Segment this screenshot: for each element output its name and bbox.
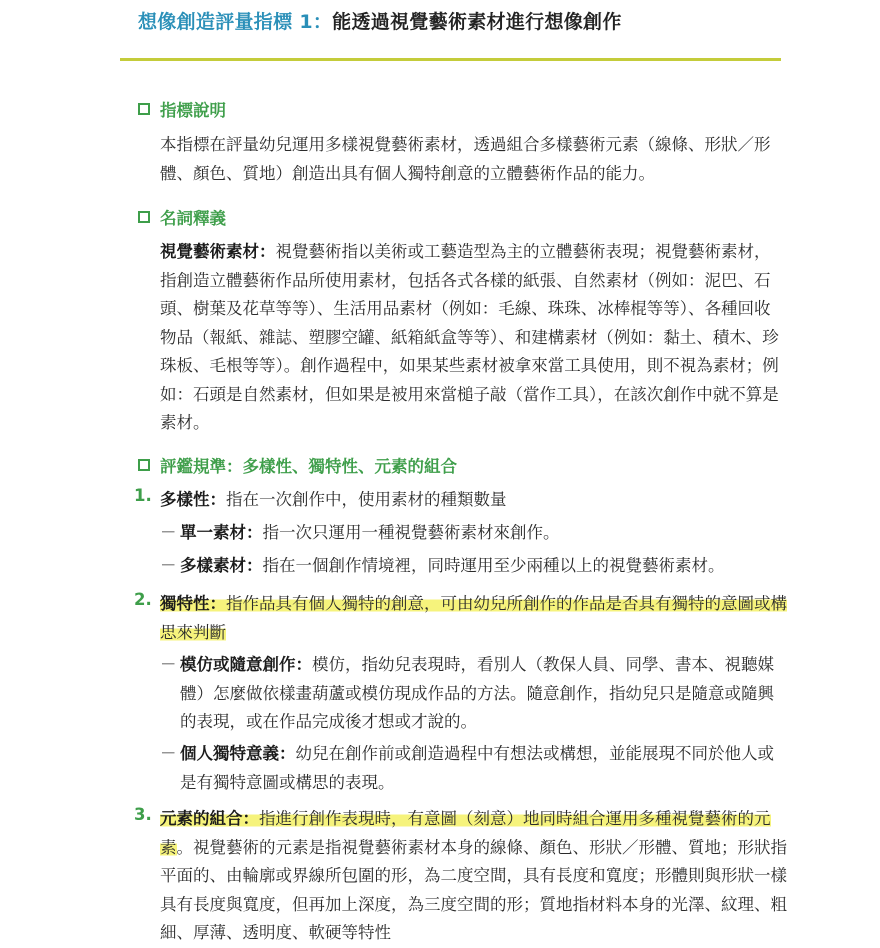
section-heading-label: 評鑑規準：多樣性、獨特性、元素的組合 [160, 457, 457, 476]
dash-bullet: － [160, 744, 177, 763]
criterion-term: 獨特性： [160, 594, 226, 613]
criterion-element-combination [160, 805, 788, 948]
sub-criterion-personal-meaning [180, 740, 788, 797]
criterion-text: 指在一次創作中，使用素材的種類數量 [226, 490, 507, 509]
sub-criterion-text: 指在一個創作情境裡，同時運用至少兩種以上的視覺藝術素材。 [262, 556, 725, 575]
criterion-text: 指作品具有個人獨特的創意，可由幼兒所創作的作品是否具有獨特的意圖或構思來判斷 [160, 594, 787, 642]
square-bullet-icon [138, 103, 150, 115]
sub-criterion-term: 單一素材： [180, 523, 263, 542]
sub-criterion-term: 模仿或隨意創作： [180, 655, 312, 674]
criterion-term: 元素的組合： [160, 809, 259, 828]
title-main: 能透過視覺藝術素材進行想像創作 [332, 11, 622, 33]
criterion-uniqueness [160, 590, 788, 647]
dash-bullet: － [160, 556, 177, 575]
criterion-term: 多樣性： [160, 490, 226, 509]
dash-bullet: － [160, 655, 177, 674]
section-heading-explanation [138, 97, 226, 121]
criterion-number: 3. [134, 805, 152, 824]
section-heading-label: 名詞釋義 [160, 209, 226, 228]
section-heading-terms [138, 205, 226, 229]
highlighted-text [160, 594, 787, 642]
term-definition: 視覺藝術指以美術或工藝造型為主的立體藝術表現；視覺藝術素材，指創造立體藝術作品所使用素材，包括各式各樣的紙張、自然素材（例如：泥巴、石頭、樹葉及花草等等）、生活用品素材（例如：毛線、珠珠、冰棒棍等等）、各種回收物品（報紙、雜誌、塑膠空罐、紙箱紙盒等等）、和建構素材（例如：黏土、積木、珍珠板、毛根等等）。創作過程中，如果某些素材被拿來當工具使用，則不視為素材；例如：石頭是自然素材，但如果是被用來當槌子敲（當作工具），在該次創作中就不算是素材。 [160, 242, 779, 432]
square-bullet-icon [138, 459, 150, 471]
criterion-text: 。視覺藝術的元素是指視覺藝術素材本身的線條、顏色、形狀／形體、質地；形狀指平面的、由輪廓或界線所包圍的形，為二度空間，具有長度和寬度；形體則與形狀一樣具有長度與寬度，但再加上深度，為三度空間的形；質地指材料本身的光澤、紋理、粗細、厚薄、透明度、軟硬等特性 [160, 837, 787, 942]
term-label: 視覺藝術素材： [160, 242, 276, 261]
criterion-number: 1. [134, 486, 152, 505]
terms-paragraph [160, 238, 786, 438]
explanation-paragraph: 本指標在評量幼兒運用多樣視覺藝術素材，透過組合多樣藝術元素（線條、形狀／形體、顏色、質地）創造出具有個人獨特創意的立體藝術作品的能力。 [160, 135, 771, 183]
square-bullet-icon [138, 211, 150, 223]
dash-bullet: － [160, 523, 177, 542]
sub-criterion-term: 個人獨特意義： [180, 744, 296, 763]
section-heading-label: 指標說明 [160, 101, 226, 120]
section-heading-criteria [138, 453, 457, 477]
sub-criterion-term: 多樣素材： [180, 556, 263, 575]
title-prefix: 想像創造評量指標 1： [138, 11, 333, 33]
title-divider [120, 58, 781, 61]
sub-criterion-text: 指一次只運用一種視覺藝術素材來創作。 [262, 523, 560, 542]
page-title [138, 7, 622, 34]
sub-criterion-text: 幼兒在創作前或創造過程中有想法或構想，並能展現不同於他人或是有獨特意圖或構思的表現。 [180, 744, 774, 792]
criterion-highlight: 指進行創作表現時，有意圖（刻意）地同時組合運用多種視覺藝術的元素 [160, 809, 771, 857]
sub-criterion-multiple-materials [180, 552, 788, 581]
sub-criterion-imitation [180, 651, 788, 737]
sub-criterion-text: 模仿，指幼兒表現時，看別人（教保人員、同學、書本、視聽媒體）怎麼做依樣畫葫蘆或模仿現成作品的方法。隨意創作，指幼兒只是隨意或隨興的表現，或在作品完成後才想或才說的。 [180, 655, 774, 731]
criterion-diversity [160, 486, 788, 515]
criterion-number: 2. [134, 590, 152, 609]
sub-criterion-single-material [180, 519, 788, 548]
